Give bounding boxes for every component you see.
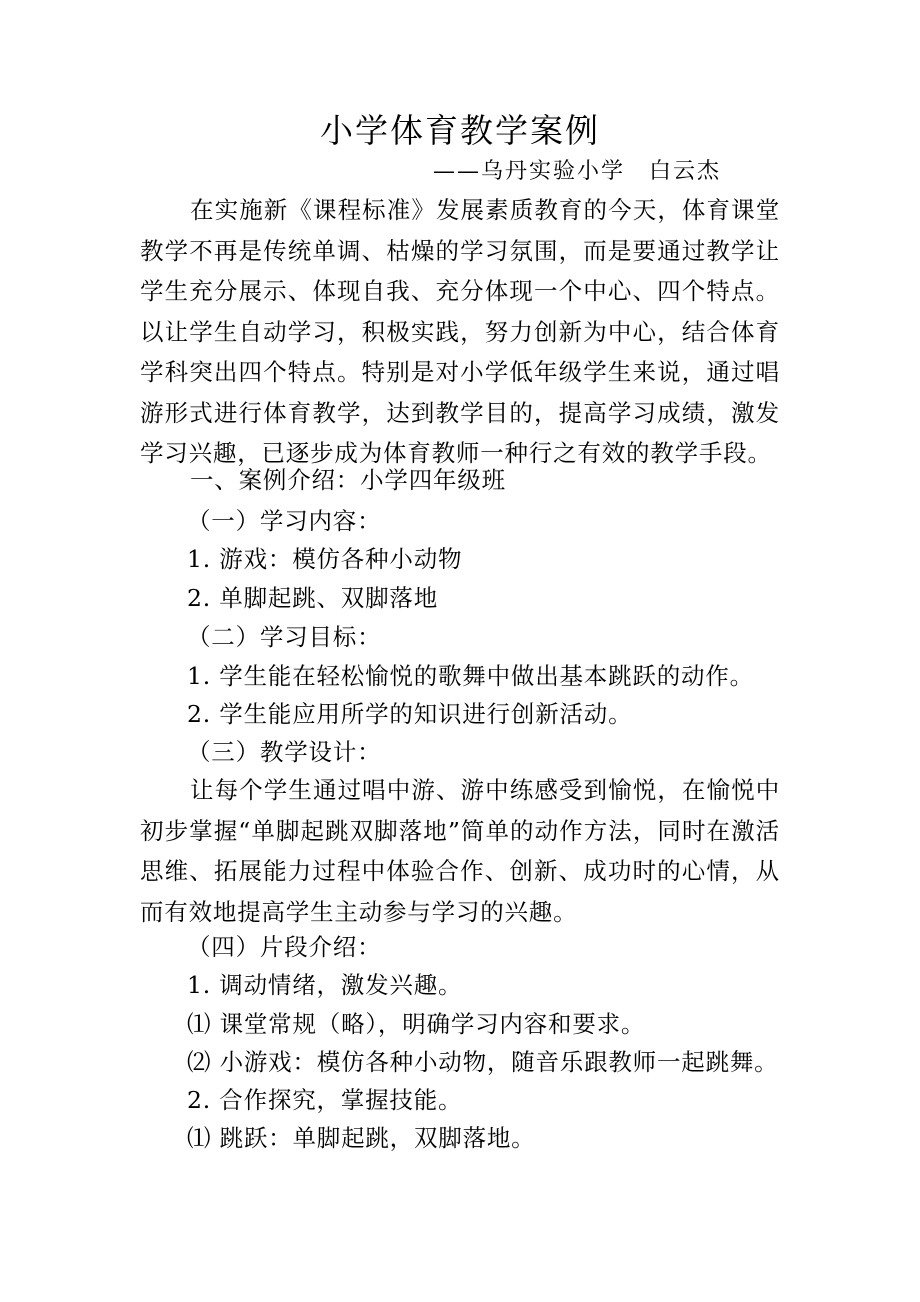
- intro-paragraph: 在实施新《课程标准》发展素质教育的今天，体育课堂教学不再是传统单调、枯燥的学习氛围，而是要通过教学让学生充分展示、体现自我、充分体现一个中心、四个特点。以让学生自动学习，积极实践，努力创新为中心，结合体育学科突出四个特点。特别是对小学低年级学生来说，通过唱游形式进行体育教学，达到教学目的，提高学习成绩，激发学习兴趣，已逐步成为体育教师一种行之有效的教学手段。: [140, 196, 780, 467]
- sub4-heading: （四）片段介绍：: [187, 933, 382, 961]
- sub4-item1-b: ⑵ 小游戏：模仿各种小动物，随音乐跟教师一起跳舞。: [187, 1048, 779, 1076]
- sub1-heading: （一）学习内容：: [187, 507, 382, 535]
- sub1-item1: 1. 游戏：模仿各种小动物: [187, 545, 463, 573]
- sub2-item1: 1. 学生能在轻松愉悦的歌舞中做出基本跳跃的动作。: [187, 662, 754, 690]
- document-title: 小学体育教学案例: [320, 111, 600, 150]
- section1-heading: 一、案例介绍：小学四年级班: [190, 466, 506, 494]
- document-author: ——乌丹实验小学 白云杰: [433, 159, 722, 184]
- sub3-heading: （三）教学设计：: [187, 738, 382, 766]
- sub4-item1-a: ⑴ 课堂常规（略），明确学习内容和要求。: [187, 1010, 646, 1038]
- sub4-item1: 1. 调动情绪，激发兴趣。: [187, 971, 463, 999]
- sub4-item2-a: ⑴ 跳跃：单脚起跳，双脚落地。: [187, 1124, 536, 1152]
- sub3-paragraph: 让每个学生通过唱中游、游中练感受到愉悦，在愉悦中初步掌握“单脚起跳双脚落地”简单的动作方法，同时在激活思维、拓展能力过程中体验合作、创新、成功时的心情，从而有效地提高学生主动参与学习的兴趣。: [140, 776, 780, 926]
- sub2-heading: （二）学习目标：: [187, 623, 382, 651]
- sub4-item2: 2. 合作探究，掌握技能。: [187, 1086, 463, 1114]
- sub2-item2: 2. 学生能应用所学的知识进行创新活动。: [187, 700, 633, 728]
- sub1-item2: 2. 单脚起跳、双脚落地: [187, 584, 438, 612]
